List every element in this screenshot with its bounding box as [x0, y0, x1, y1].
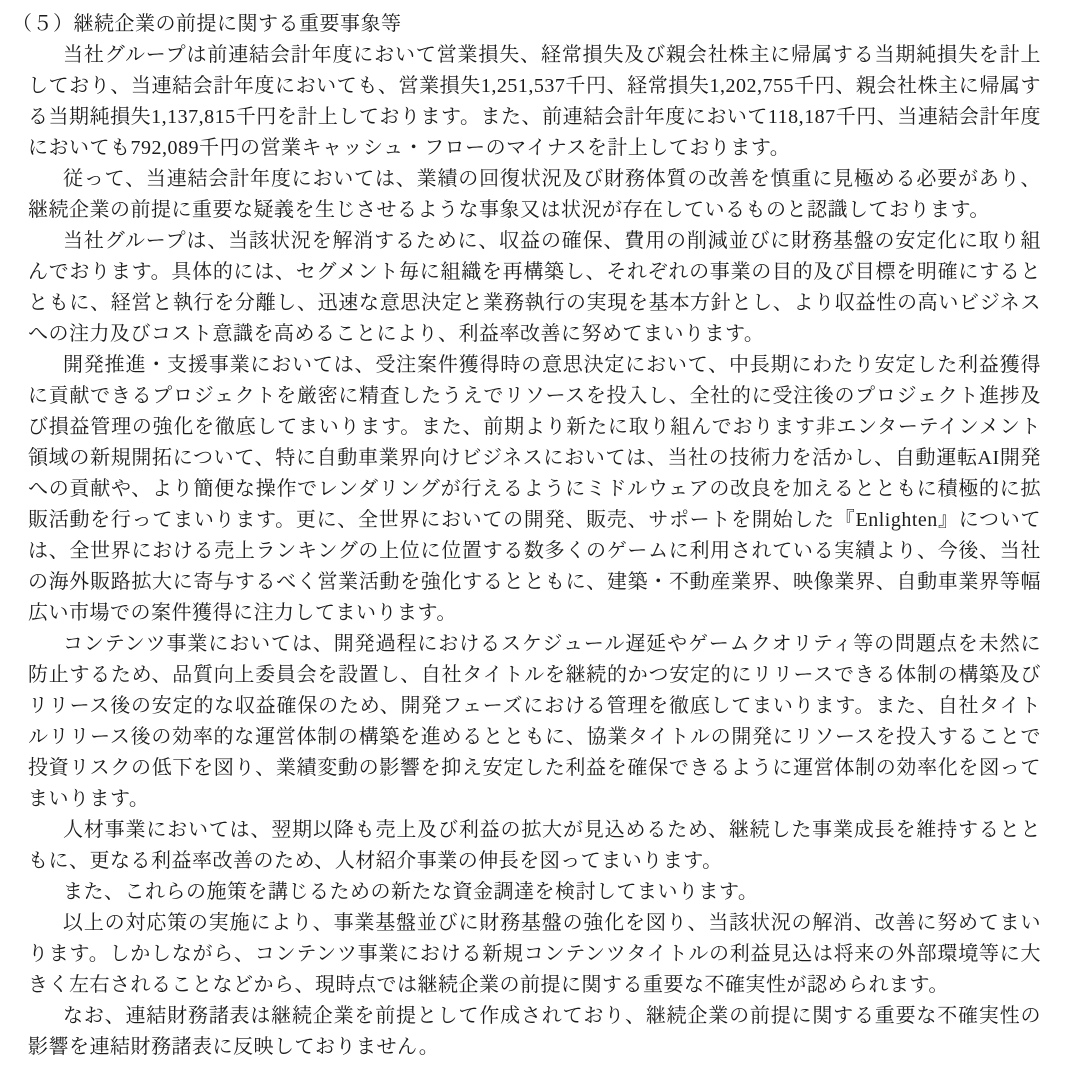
- paragraph-contents-business: コンテンツ事業においては、開発過程におけるスケジュール遅延やゲームクオリティ等の問題点を未然に防止するため、品質向上委員会を設置し、自社タイトルを継続的かつ安定的にリリースできる体制の構築及びリリース後の安定的な収益確保のため、開発フェーズにおける管理を徹底してまいります。また、自社タイトルリリース後の効率的な運営体制の構築を進めるとともに、協業タイトルの開発にリソースを投入することで投資リスクの低下を図り、業績変動の影響を抑え安定した利益を確保できるように運営体制の効率化を図ってまいります。: [28, 633, 1041, 810]
- paragraph-financial-statements-note: なお、連結財務諸表は継続企業を前提として作成されており、継続企業の前提に関する重要な不確実性の影響を連結財務諸表に反映しておりません。: [28, 1005, 1041, 1058]
- paragraph-financing: また、これらの施策を講じるための新たな資金調達を検討してまいります。: [63, 881, 759, 903]
- paragraph-countermeasures-overview: 当社グループは、当該状況を解消するために、収益の確保、費用の削減並びに財務基盤の安定化に取り組んでおります。具体的には、セグメント毎に組織を再構築し、それぞれの事業の目的及び目標を明確にするとともに、経営と執行を分離し、迅速な意思決定と業務執行の実現を基本方針とし、より収益性の高いビジネスへの注力及びコスト意識を高めることにより、利益率改善に努めてまいります。: [28, 230, 1041, 345]
- paragraph-hr-business: 人材事業においては、翌期以降も売上及び利益の拡大が見込めるため、継続した事業成長を維持するとともに、更なる利益率改善のため、人材紹介事業の伸長を図ってまいります。: [28, 819, 1041, 872]
- paragraph-going-concern-doubt: 従って、当連結会計年度においては、業績の回復状況及び財務体質の改善を慎重に見極める必要があり、継続企業の前提に重要な疑義を生じさせるような事象又は状況が存在しているものと認識しております。: [28, 168, 1041, 221]
- section-heading: （５）継続企業の前提に関する重要事象等: [12, 13, 402, 35]
- paragraph-uncertainty-conclusion: 以上の対応策の実施により、事業基盤並びに財務基盤の強化を図り、当該状況の解消、改善に努めてまいります。しかしながら、コンテンツ事業における新規コンテンツタイトルの利益見込は将来の外部環境等に大きく左右されることなどから、現時点では継続企業の前提に関する重要な不確実性が認められます。: [28, 912, 1041, 996]
- paragraph-losses-summary: 当社グループは前連結会計年度において営業損失、経常損失及び親会社株主に帰属する当期純損失を計上しており、当連結会計年度においても、営業損失1,251,537千円、経常損失1,202,755千円、親会社株主に帰属する当期純損失1,137,815千円を計上しております。また、前連結会計年度において118,187千円、当連結会計年度においても792,089千円の営業キャッシュ・フローのマイナスを計上しております。: [28, 44, 1041, 159]
- section-body: [28, 40, 1041, 1063]
- paragraph-development-support-business: 開発推進・支援事業においては、受注案件獲得時の意思決定において、中長期にわたり安定した利益獲得に貢献できるプロジェクトを厳密に精査したうえでリソースを投入し、全社的に受注後のプロジェクト進捗及び損益管理の強化を徹底してまいります。また、前期より新たに取り組んでおります非エンターテインメント領域の新規開拓について、特に自動車業界向けビジネスにおいては、当社の技術力を活かし、自動運転AI開発への貢献や、より簡便な操作でレンダリングが行えるようにミドルウェアの改良を加えるとともに積極的に拡販活動を行ってまいります。更に、全世界においての開発、販売、サポートを開始した『Enlighten』については、全世界における売上ランキングの上位に位置する数多くのゲームに利用されている実績より、今後、当社の海外販路拡大に寄与するべく営業活動を強化するとともに、建築・不動産業界、映像業界、自動車業界等幅広い市場での案件獲得に注力してまいります。: [28, 354, 1041, 624]
